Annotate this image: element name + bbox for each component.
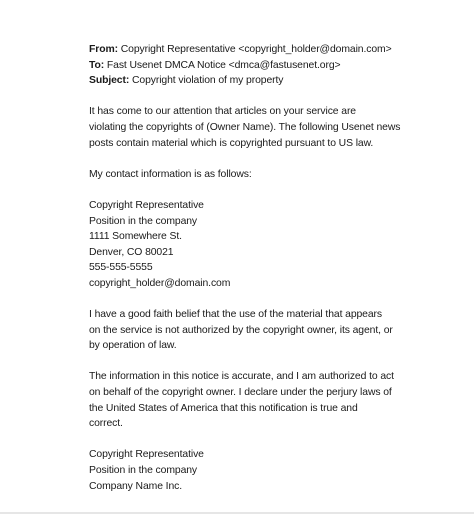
- contact-city: Denver, CO 80021: [89, 246, 174, 258]
- from-value: Copyright Representative <copyright_holder@domain.com>: [120, 44, 392, 55]
- to-value: Fast Usenet DMCA Notice <dmca@fastusenet.org>: [106, 59, 341, 71]
- paragraph-line: posts contain material which is copyrighted pursuant to US law.: [89, 137, 374, 149]
- subject-label: Subject:: [89, 75, 130, 87]
- paragraph-line: I have a good faith belief that the use of the material that appears: [89, 309, 382, 321]
- subject-line: [89, 73, 459, 89]
- from-line: [89, 42, 459, 58]
- intro-paragraph: [89, 104, 459, 151]
- signature-position: Position in the company: [89, 465, 198, 477]
- from-label: From:: [89, 44, 118, 55]
- spacer: [89, 182, 459, 198]
- paragraph-line: violating the copyrights of (Owner Name). The following Usenet news: [89, 121, 401, 133]
- contact-email: copyright_holder@domain.com: [89, 277, 231, 289]
- paragraph-line: by operation of law.: [89, 340, 177, 352]
- contact-name: Copyright Representative: [89, 199, 204, 211]
- contact-position: Position in the company: [89, 215, 198, 227]
- spacer: [89, 432, 459, 448]
- paragraph-line: It has come to our attention that articles on your service are: [89, 106, 356, 118]
- contact-block: [89, 198, 459, 292]
- paragraph-line: The information in this notice is accurate, and I am authorized to act: [89, 371, 394, 383]
- dmca-notice-document: [89, 42, 459, 494]
- spacer: [89, 89, 459, 105]
- contact-street: 1111 Somewhere St.: [89, 231, 182, 243]
- paragraph-line: on behalf of the copyright owner. I declare under the perjury laws of: [89, 387, 392, 399]
- spacer: [89, 151, 459, 167]
- contact-phone: 555-555-5555: [89, 262, 153, 274]
- contact-intro-line: My contact information is as follows:: [89, 168, 252, 180]
- subject-value: Copyright violation of my property: [132, 75, 284, 87]
- paragraph-line: correct.: [89, 418, 123, 430]
- signature-name: Copyright Representative: [89, 449, 204, 461]
- to-line: [89, 58, 459, 74]
- signature-block: [89, 447, 459, 494]
- to-label: To:: [89, 59, 105, 71]
- good-faith-paragraph: [89, 307, 459, 354]
- spacer: [89, 292, 459, 308]
- accuracy-paragraph: [89, 369, 459, 431]
- paragraph-line: the United States of America that this notification is true and: [89, 402, 358, 414]
- paragraph-line: on the service is not authorized by the copyright owner, its agent, or: [89, 324, 393, 336]
- spacer: [89, 354, 459, 370]
- signature-company: Company Name Inc.: [89, 480, 183, 492]
